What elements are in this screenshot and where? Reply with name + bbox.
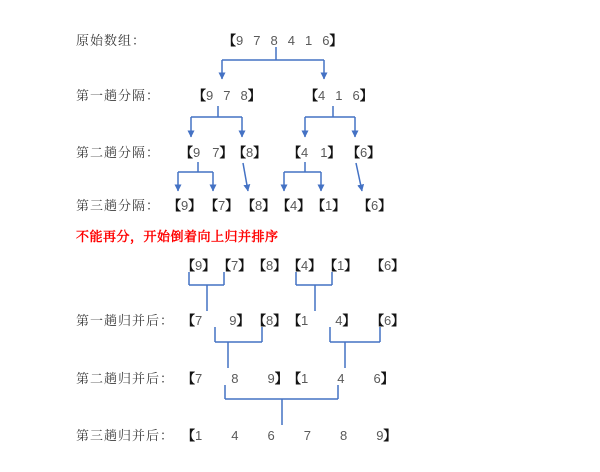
split-connector-level3-middle [284, 162, 321, 191]
array-value: 7 [253, 33, 261, 48]
close-bracket: 】 [273, 313, 287, 328]
open-bracket: 【 [288, 258, 302, 273]
array-value: 4 [335, 313, 343, 328]
array-value: 4 [231, 428, 239, 443]
open-bracket: 【 [358, 198, 372, 213]
close-bracket: 】 [332, 198, 346, 213]
merge-connector-level1-left [189, 272, 224, 311]
array-value: 8 [339, 428, 348, 443]
array-value: 6 [267, 428, 275, 443]
close-bracket: 】 [219, 145, 233, 160]
array-group-merge-pass-1-3 [371, 313, 404, 328]
array-group-split-pass-2-3 [347, 145, 380, 160]
array-value: 7 [212, 145, 220, 160]
array-value: 9 [376, 428, 384, 443]
array-group-split-pass-1-0 [193, 88, 261, 103]
array-group-merge-pass-1-0 [182, 313, 250, 328]
close-bracket: 】 [236, 313, 250, 328]
close-bracket: 】 [202, 258, 216, 273]
array-value: 6 [384, 258, 392, 273]
open-bracket: 【 [305, 88, 319, 103]
array-group-split-pass-3-1 [205, 198, 238, 213]
array-value: 9 [193, 145, 201, 160]
array-value: 9 [229, 313, 237, 328]
note-cannot-split-further: 不能再分，开始倒着向上归并排序 [76, 229, 279, 244]
close-bracket: 】 [253, 145, 267, 160]
row-label-merge-pass-1: 第一趟归并后： [76, 313, 175, 328]
array-value: 9 [206, 88, 214, 103]
row-label-split-pass-2: 第二趟分隔： [76, 145, 161, 160]
close-bracket: 】 [342, 313, 356, 328]
merge-connector-level2-left [215, 327, 262, 368]
open-bracket: 【 [193, 88, 207, 103]
close-bracket: 】 [273, 258, 287, 273]
open-bracket: 【 [253, 313, 267, 328]
open-bracket: 【 [182, 313, 196, 328]
close-bracket: 】 [238, 258, 252, 273]
array-group-leaf-arrays-3 [288, 258, 321, 273]
close-bracket: 】 [327, 145, 341, 160]
open-bracket: 【 [288, 313, 302, 328]
array-value: 7 [195, 313, 203, 328]
merge-connector-level3 [225, 385, 338, 425]
open-bracket: 【 [223, 33, 237, 48]
array-group-leaf-arrays-2 [253, 258, 286, 273]
split-connector-level2-left [191, 106, 242, 137]
array-group-leaf-arrays-5 [371, 258, 404, 273]
array-value: 4 [318, 88, 326, 103]
array-value: 6 [360, 145, 368, 160]
array-value: 7 [303, 428, 311, 443]
open-bracket: 【 [288, 371, 302, 386]
merge-connector-level2-right [330, 327, 380, 368]
array-value: 8 [231, 371, 239, 386]
array-value: 4 [301, 258, 309, 273]
open-bracket: 【 [218, 258, 232, 273]
array-value: 6 [384, 313, 392, 328]
open-bracket: 【 [180, 145, 194, 160]
array-group-original-array-0 [223, 33, 342, 48]
array-group-split-pass-2-0 [180, 145, 233, 160]
close-bracket: 】 [383, 428, 397, 443]
close-bracket: 】 [378, 198, 392, 213]
split-arrow-eight [243, 163, 248, 191]
close-bracket: 】 [247, 88, 261, 103]
open-bracket: 【 [288, 145, 302, 160]
row-label-merge-pass-2: 第二趟归并后： [76, 371, 175, 386]
close-bracket: 】 [391, 313, 405, 328]
array-group-split-pass-1-1 [305, 88, 373, 103]
array-value: 6 [352, 88, 360, 103]
array-value: 6 [371, 198, 379, 213]
open-bracket: 【 [205, 198, 219, 213]
array-group-merge-pass-1-1 [253, 313, 286, 328]
open-bracket: 【 [371, 258, 385, 273]
array-value: 4 [290, 198, 298, 213]
array-value: 1 [320, 145, 328, 160]
array-value: 1 [337, 258, 345, 273]
array-value: 4 [287, 33, 295, 48]
array-value: 9 [195, 258, 203, 273]
open-bracket: 【 [371, 313, 385, 328]
array-value: 7 [223, 88, 231, 103]
open-bracket: 【 [347, 145, 361, 160]
array-value: 1 [335, 88, 343, 103]
open-bracket: 【 [233, 145, 247, 160]
array-group-split-pass-3-4 [312, 198, 345, 213]
array-value: 6 [322, 33, 330, 48]
array-group-merge-pass-2-1 [288, 371, 394, 386]
open-bracket: 【 [253, 258, 267, 273]
array-value: 8 [246, 145, 254, 160]
open-bracket: 【 [168, 198, 182, 213]
array-value: 6 [373, 371, 381, 386]
close-bracket: 】 [344, 258, 358, 273]
array-group-split-pass-3-2 [242, 198, 275, 213]
close-bracket: 】 [308, 258, 322, 273]
array-value: 1 [301, 313, 309, 328]
array-value: 1 [301, 371, 309, 386]
array-value: 9 [267, 371, 275, 386]
array-value: 4 [337, 371, 345, 386]
row-label-split-pass-1: 第一趟分隔： [76, 88, 161, 103]
close-bracket: 】 [262, 198, 276, 213]
split-connector-level3-left [178, 162, 213, 191]
open-bracket: 【 [182, 371, 196, 386]
array-value: 4 [301, 145, 309, 160]
array-value: 9 [181, 198, 189, 213]
array-value: 7 [231, 258, 239, 273]
open-bracket: 【 [242, 198, 256, 213]
close-bracket: 】 [359, 88, 373, 103]
array-group-merge-pass-3-0 [182, 428, 396, 443]
array-group-split-pass-3-3 [277, 198, 310, 213]
row-label-merge-pass-3: 第三趟归并后： [76, 428, 175, 443]
split-arrow-six [356, 163, 362, 191]
array-value: 8 [240, 88, 248, 103]
array-value: 7 [218, 198, 226, 213]
row-label-original-array: 原始数组： [76, 33, 147, 48]
row-label-split-pass-3: 第三趟分隔： [76, 198, 161, 213]
close-bracket: 】 [367, 145, 381, 160]
close-bracket: 】 [380, 371, 394, 386]
array-group-leaf-arrays-1 [218, 258, 251, 273]
close-bracket: 】 [329, 33, 343, 48]
close-bracket: 】 [391, 258, 405, 273]
array-group-leaf-arrays-4 [324, 258, 357, 273]
array-value: 8 [266, 258, 274, 273]
array-value: 8 [270, 33, 278, 48]
array-group-split-pass-2-2 [288, 145, 341, 160]
split-connector-level1 [222, 47, 324, 79]
close-bracket: 】 [274, 371, 288, 386]
array-group-merge-pass-1-2 [288, 313, 356, 328]
array-value: 1 [195, 428, 203, 443]
open-bracket: 【 [312, 198, 326, 213]
array-value: 9 [236, 33, 244, 48]
array-group-leaf-arrays-0 [182, 258, 215, 273]
open-bracket: 【 [324, 258, 338, 273]
array-value: 1 [325, 198, 333, 213]
array-group-split-pass-2-1 [233, 145, 266, 160]
close-bracket: 】 [297, 198, 311, 213]
merge-connector-level1-right [296, 272, 332, 311]
close-bracket: 】 [188, 198, 202, 213]
array-group-merge-pass-2-0 [182, 371, 288, 386]
open-bracket: 【 [182, 258, 196, 273]
array-value: 7 [195, 371, 203, 386]
array-group-split-pass-3-5 [358, 198, 391, 213]
array-value: 8 [255, 198, 263, 213]
split-connector-level2-right [305, 106, 355, 137]
array-value: 1 [304, 33, 313, 48]
open-bracket: 【 [182, 428, 196, 443]
array-value: 8 [266, 313, 274, 328]
array-group-split-pass-3-0 [168, 198, 201, 213]
close-bracket: 】 [225, 198, 239, 213]
open-bracket: 【 [277, 198, 291, 213]
